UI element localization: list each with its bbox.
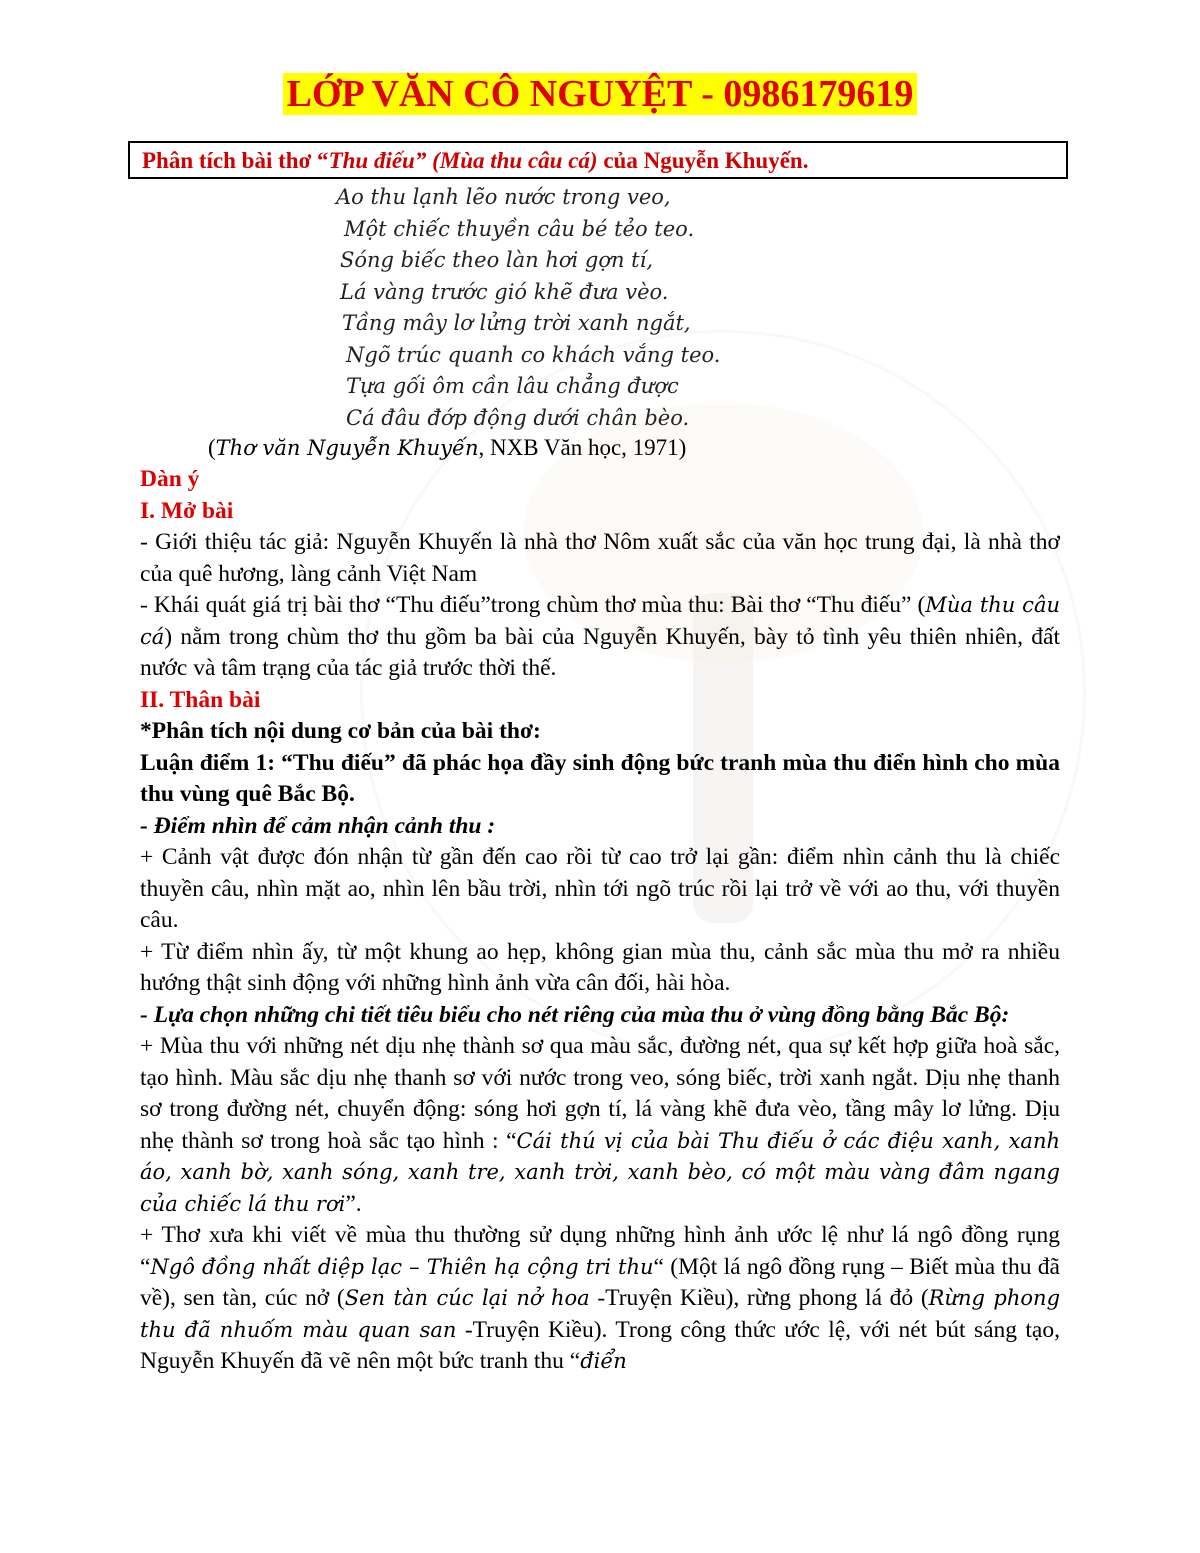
topic-title: Thu điếu” xyxy=(328,148,427,173)
text-run-italic: Cái thú vị của bài Thu điếu ở các điệu xanh, xanh áo, xanh bờ, xanh sóng, xanh tre, xanh trời, xanh bèo, có một màu vàng đâm ngang của chiếc lá thu rơi xyxy=(140,1128,1061,1216)
text-run-italic: Ngô đồng nhất diệp lạc – Thiên hạ cộng tri thu xyxy=(150,1254,654,1279)
outline xyxy=(140,464,1060,1378)
view-paragraph: + Cảnh vật được đón nhận từ gần đến cao rồi từ cao trở lại gần: điểm nhìn cảnh thu là chiếc thuyền câu, nhìn mặt ao, nhìn lên bầu trời, nhìn tới ngõ trúc rồi lại trở về với ao thu, với thuyền câu. xyxy=(140,844,1060,933)
body-heading: II. Thân bài xyxy=(140,686,261,713)
text-run: -Truyện Kiều), rừng phong lá đỏ ( xyxy=(589,1285,929,1311)
poem-source xyxy=(208,432,686,464)
source-publisher: , NXB Văn học, 1971) xyxy=(478,435,687,460)
text-run: ”. xyxy=(345,1190,362,1217)
text-run: “ (Một lá ngô đồng rụng – Biết mùa thu đã về), sen tàn, cúc nở ( xyxy=(140,1253,1060,1311)
topic-suffix: của Nguyễn Khuyến. xyxy=(597,148,809,173)
header-title: LỚP VĂN CÔ NGUYỆT - 0986179619 xyxy=(283,73,918,115)
text-run-italic: điển xyxy=(580,1349,627,1373)
text-run: ) nằm trong chùm thơ thu gồm ba bài của Nguyễn Khuyến, bày tỏ tình yêu thiên nhiên, đất nước và tâm trạng của tác giả trước thời thế. xyxy=(140,623,1060,681)
topic-box xyxy=(128,141,1068,179)
poem-line: Tựa gối ôm cần lâu chẳng được xyxy=(346,374,679,398)
poem-line: Tầng mây lơ lửng trời xanh ngắt, xyxy=(342,311,691,335)
body-subheading: *Phân tích nội dung cơ bản của bài thơ: xyxy=(140,718,541,744)
view-paragraph: + Từ điểm nhìn ấy, từ một khung ao hẹp, không gian mùa thu, cảnh sắc mùa thu mở ra nhiều hướng thật sinh động với những hình ảnh vừa cân đối, hài hòa. xyxy=(140,938,1060,996)
view-heading: - Điểm nhìn để cảm nhận cảnh thu : xyxy=(140,812,496,839)
source-open: ( xyxy=(208,435,216,460)
detail-paragraph xyxy=(140,1031,1060,1220)
point-heading: Luận điểm 1: “Thu điếu” đã phác họa đầy sinh động bức tranh mùa thu điển hình cho mùa thu vùng quê Bắc Bộ. xyxy=(140,749,1060,807)
poem-line: Ao thu lạnh lẽo nước trong veo, xyxy=(336,185,671,209)
intro-paragraph xyxy=(140,590,1060,685)
detail-paragraph xyxy=(140,1220,1060,1378)
poem-line: Sóng biếc theo làn hơi gợn tí, xyxy=(340,248,654,272)
poem-line: Cá đâu đớp động dưới chân bèo. xyxy=(346,405,690,430)
detail-heading: - Lựa chọn những chi tiết tiêu biểu cho nét riêng của mùa thu ở vùng đồng bằng Bắc Bộ: xyxy=(140,1001,1010,1028)
text-run: -Truyện Kiều). Trong công thức ước lệ, với nét bút sáng tạo, Nguyễn Khuyến đã vẽ nên một bức tranh thu “ xyxy=(140,1316,1060,1374)
intro-heading: I. Mở bài xyxy=(140,497,234,524)
poem-line: Lá vàng trước gió khẽ đưa vèo. xyxy=(340,279,669,304)
topic-subtitle: (Mùa thu câu cá) xyxy=(432,148,598,173)
topic-prefix: Phân tích bài thơ “ xyxy=(142,148,329,173)
text-run: + Thơ xưa khi viết về mùa thu thường sử dụng những hình ảnh ước lệ như lá ngô đồng rụng “ xyxy=(140,1222,1060,1280)
outline-heading: Dàn ý xyxy=(140,466,200,492)
page-header xyxy=(0,72,1200,116)
text-run: - Khái quát giá trị bài thơ “Thu điếu”trong chùm thơ mùa thu: Bài thơ “Thu điếu” ( xyxy=(140,592,926,618)
text-run: + Mùa thu với những nét dịu nhẹ thành sơ qua màu sắc, đường nét, qua sự kết hợp giữa hoà sắc, tạo hình. Màu sắc dịu nhẹ thanh sơ với nước trong veo, sóng biếc, trời xanh ngắt. Dịu nhẹ thanh sơ trong đường nét, chuyển động: sóng hơi gợn tí, lá vàng khẽ đưa vèo, tầng mây lơ lửng. Dịu nhẹ thành sơ trong hoà sắc tạo hình : “ xyxy=(140,1033,1060,1154)
poem xyxy=(0,182,1200,434)
poem-line: Một chiếc thuyền câu bé tẻo teo. xyxy=(344,216,695,241)
text-run-italic: Mùa thu câu cá xyxy=(140,593,1060,649)
intro-paragraph: - Giới thiệu tác giả: Nguyễn Khuyến là nhà thơ Nôm xuất sắc của văn học trung đại, là nhà thơ của quê hương, làng cảnh Việt Nam xyxy=(140,529,1060,587)
text-run-italic: Sen tàn cúc lại nở hoa xyxy=(344,1286,590,1310)
source-title: Thơ văn Nguyễn Khuyến xyxy=(215,436,479,460)
text-run-italic: Rừng phong thu đã nhuốm màu quan san xyxy=(140,1286,1061,1342)
poem-line: Ngõ trúc quanh co khách vắng teo. xyxy=(346,342,721,367)
